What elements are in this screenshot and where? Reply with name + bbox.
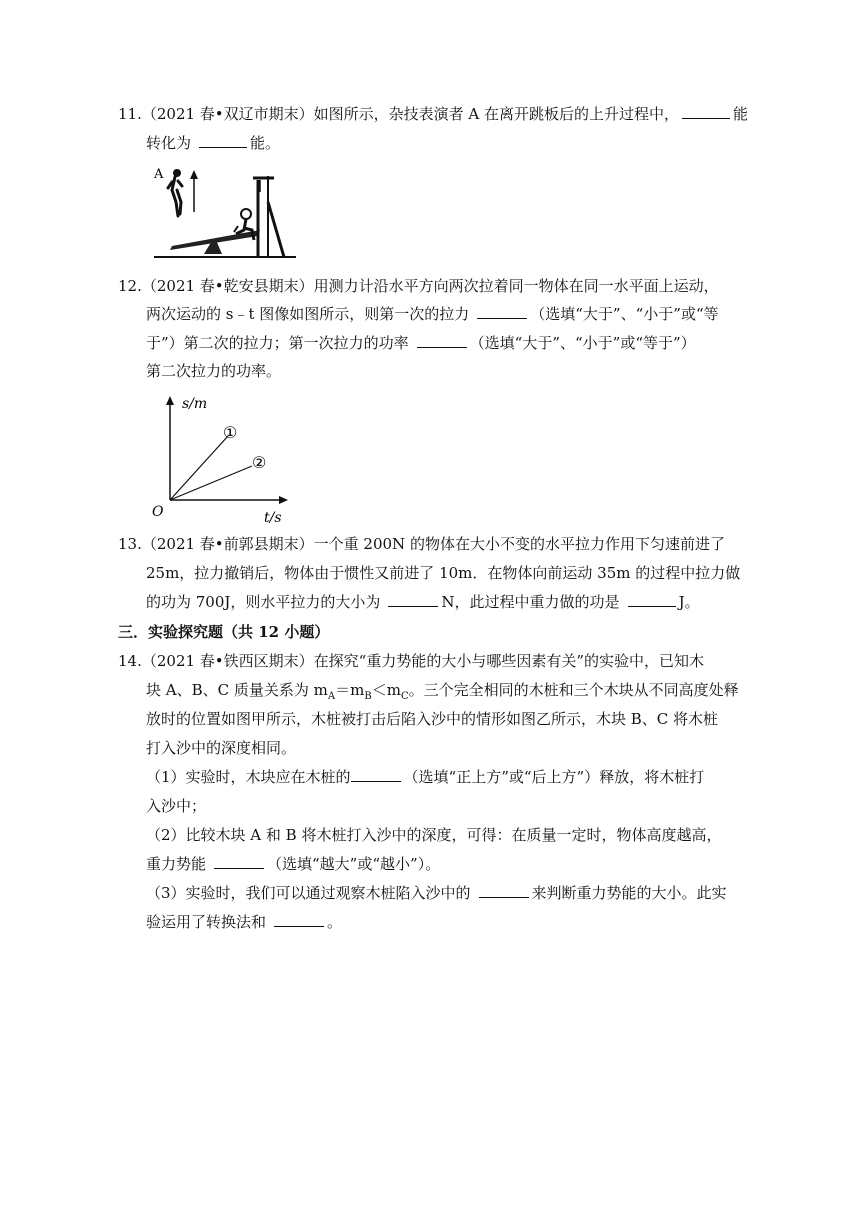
q12-y-arrow	[166, 396, 174, 405]
q11-source: （2021 春•双辽市期末）	[141, 105, 314, 123]
q12-number: 12.	[118, 277, 142, 295]
q14-blank-1[interactable]	[351, 768, 401, 782]
q14-blank-4[interactable]	[274, 913, 324, 927]
q13-text2: 25m，拉力撤销后，物体由于惯性又前进了 10m．在物体向前运动 35m 的过程中拉力做	[146, 564, 741, 582]
q14-blank-2[interactable]	[214, 855, 264, 869]
q14-line2	[146, 680, 739, 707]
q11-text-end: 能	[733, 105, 749, 123]
q14-p2a: （2）比较木块 A 和 B 将木桩打入沙中的深度，可得：在质量一定时，物体高度越高，	[146, 826, 722, 844]
q12-origin-label: O	[152, 504, 164, 520]
q14-part2-line2	[146, 854, 440, 874]
q11-text2a: 转化为	[146, 134, 192, 152]
q14-p1b: （选填“正上方”或“后上方”）释放，将木桩打	[403, 768, 705, 786]
q12-source: （2021 春•乾安县期末）	[141, 277, 314, 295]
q11-number: 11.	[118, 105, 142, 123]
q14-sub-a: A	[327, 691, 336, 702]
q12-line-2	[170, 466, 252, 500]
q12-text3b: （选填“大于”、“小于”或“等于”）	[469, 334, 696, 352]
q12-graph	[148, 392, 298, 526]
q12-line4	[146, 361, 281, 381]
q12-x-label: t/s	[264, 510, 282, 526]
q14-p2c: （选填“越大”或“越小”）。	[267, 855, 441, 873]
q12-text1: 用测力计沿水平方向两次拉着同一物体在同一水平面上运动，	[313, 277, 719, 295]
q14-part3-line2	[146, 912, 342, 932]
q12-blank-1[interactable]	[477, 305, 527, 319]
q12-text4: 第二次拉力的功率。	[146, 362, 282, 380]
q13-line3	[146, 592, 700, 612]
q12-text2a: 两次运动的 s﹣t 图像如图所示，则第一次的拉力	[146, 305, 470, 323]
q12-text3a: 于”）第二次的拉力；第一次拉力的功率	[146, 334, 409, 352]
q14-line1	[118, 651, 704, 671]
section-3-title: 三．实验探究题（共 12 小题）	[118, 623, 330, 641]
q13-line1	[118, 534, 725, 554]
q11-text2b: 能。	[250, 134, 281, 152]
q11-text: 如图所示，杂技表演者 A 在离开跳板后的上升过程中，	[313, 105, 680, 123]
q14-part2-line1	[146, 825, 721, 845]
q12-line-1-label: ①	[223, 423, 238, 442]
q13-text3a: 的功为 700J，则水平拉力的大小为	[146, 593, 381, 611]
q14-p3b: 来判断重力势能的大小。此实	[531, 884, 727, 902]
q14-blank-3[interactable]	[479, 884, 529, 898]
q12-line2	[146, 304, 719, 324]
q14-eq: ＝m	[335, 681, 365, 699]
q14-part1-line1	[146, 767, 704, 787]
q13-text3b: N，此过程中重力做的功是	[441, 593, 620, 611]
q13-text1: 一个重 200N 的物体在大小不变的水平拉力作用下匀速前进了	[313, 535, 725, 553]
q13-line2	[146, 563, 740, 583]
q14-p1a: （1）实验时，木块应在木桩的	[146, 768, 351, 786]
q14-text2a: 块 A、B、C 质量关系为 m	[146, 681, 328, 699]
q14-text4: 打入沙中的深度相同。	[146, 739, 297, 757]
q14-part1-line2	[146, 796, 206, 816]
q14-line4	[146, 738, 296, 758]
q12-line1	[118, 276, 719, 296]
q11-figure	[150, 162, 300, 262]
q13-blank-1[interactable]	[388, 593, 438, 607]
q14-number: 14.	[118, 652, 142, 670]
q11-blank-1[interactable]	[682, 105, 730, 119]
q14-text2b: 。三个完全相同的木桩和三个木块从不同高度处释	[408, 681, 739, 699]
q13-blank-2[interactable]	[628, 593, 676, 607]
q14-p1c: 入沙中；	[146, 797, 207, 815]
q12-x-arrow	[279, 496, 288, 504]
q14-sub-b: B	[364, 691, 372, 702]
q14-sub-c: C	[400, 691, 409, 702]
q13-source: （2021 春•前郭县期末）	[141, 535, 314, 553]
q14-lt: ＜m	[371, 681, 401, 699]
q11-blank-2[interactable]	[199, 134, 247, 148]
q11-figure-label: A	[154, 167, 164, 182]
q14-p2b: 重力势能	[146, 855, 207, 873]
q14-line3	[146, 709, 718, 729]
q12-line-1	[170, 436, 228, 500]
q12-text2b: （选填“大于”、“小于”或“等	[530, 305, 719, 323]
q14-source: （2021 春•铁西区期末）	[141, 652, 314, 670]
q14-part3-line1	[146, 883, 727, 903]
q14-p3d: 。	[327, 913, 343, 931]
q13-text3c: J。	[678, 593, 700, 611]
q14-text1: 在探究“重力势能的大小与哪些因素有关”的实验中，已知木	[313, 652, 704, 670]
q13-number: 13.	[118, 535, 142, 553]
q14-text3: 放时的位置如图甲所示，木桩被打击后陷入沙中的情形如图乙所示，木块 B、C 将木桩	[146, 710, 719, 728]
q14-p3a: （3）实验时，我们可以通过观察木桩陷入沙中的	[146, 884, 471, 902]
q11-line1	[118, 104, 748, 124]
q12-y-label: s/m	[182, 396, 208, 412]
q12-blank-2[interactable]	[417, 334, 467, 348]
q12-line3	[146, 333, 696, 353]
q14-p3c: 验运用了转换法和	[146, 913, 267, 931]
q12-line-2-label: ②	[252, 453, 267, 472]
q11-line2	[146, 133, 280, 153]
